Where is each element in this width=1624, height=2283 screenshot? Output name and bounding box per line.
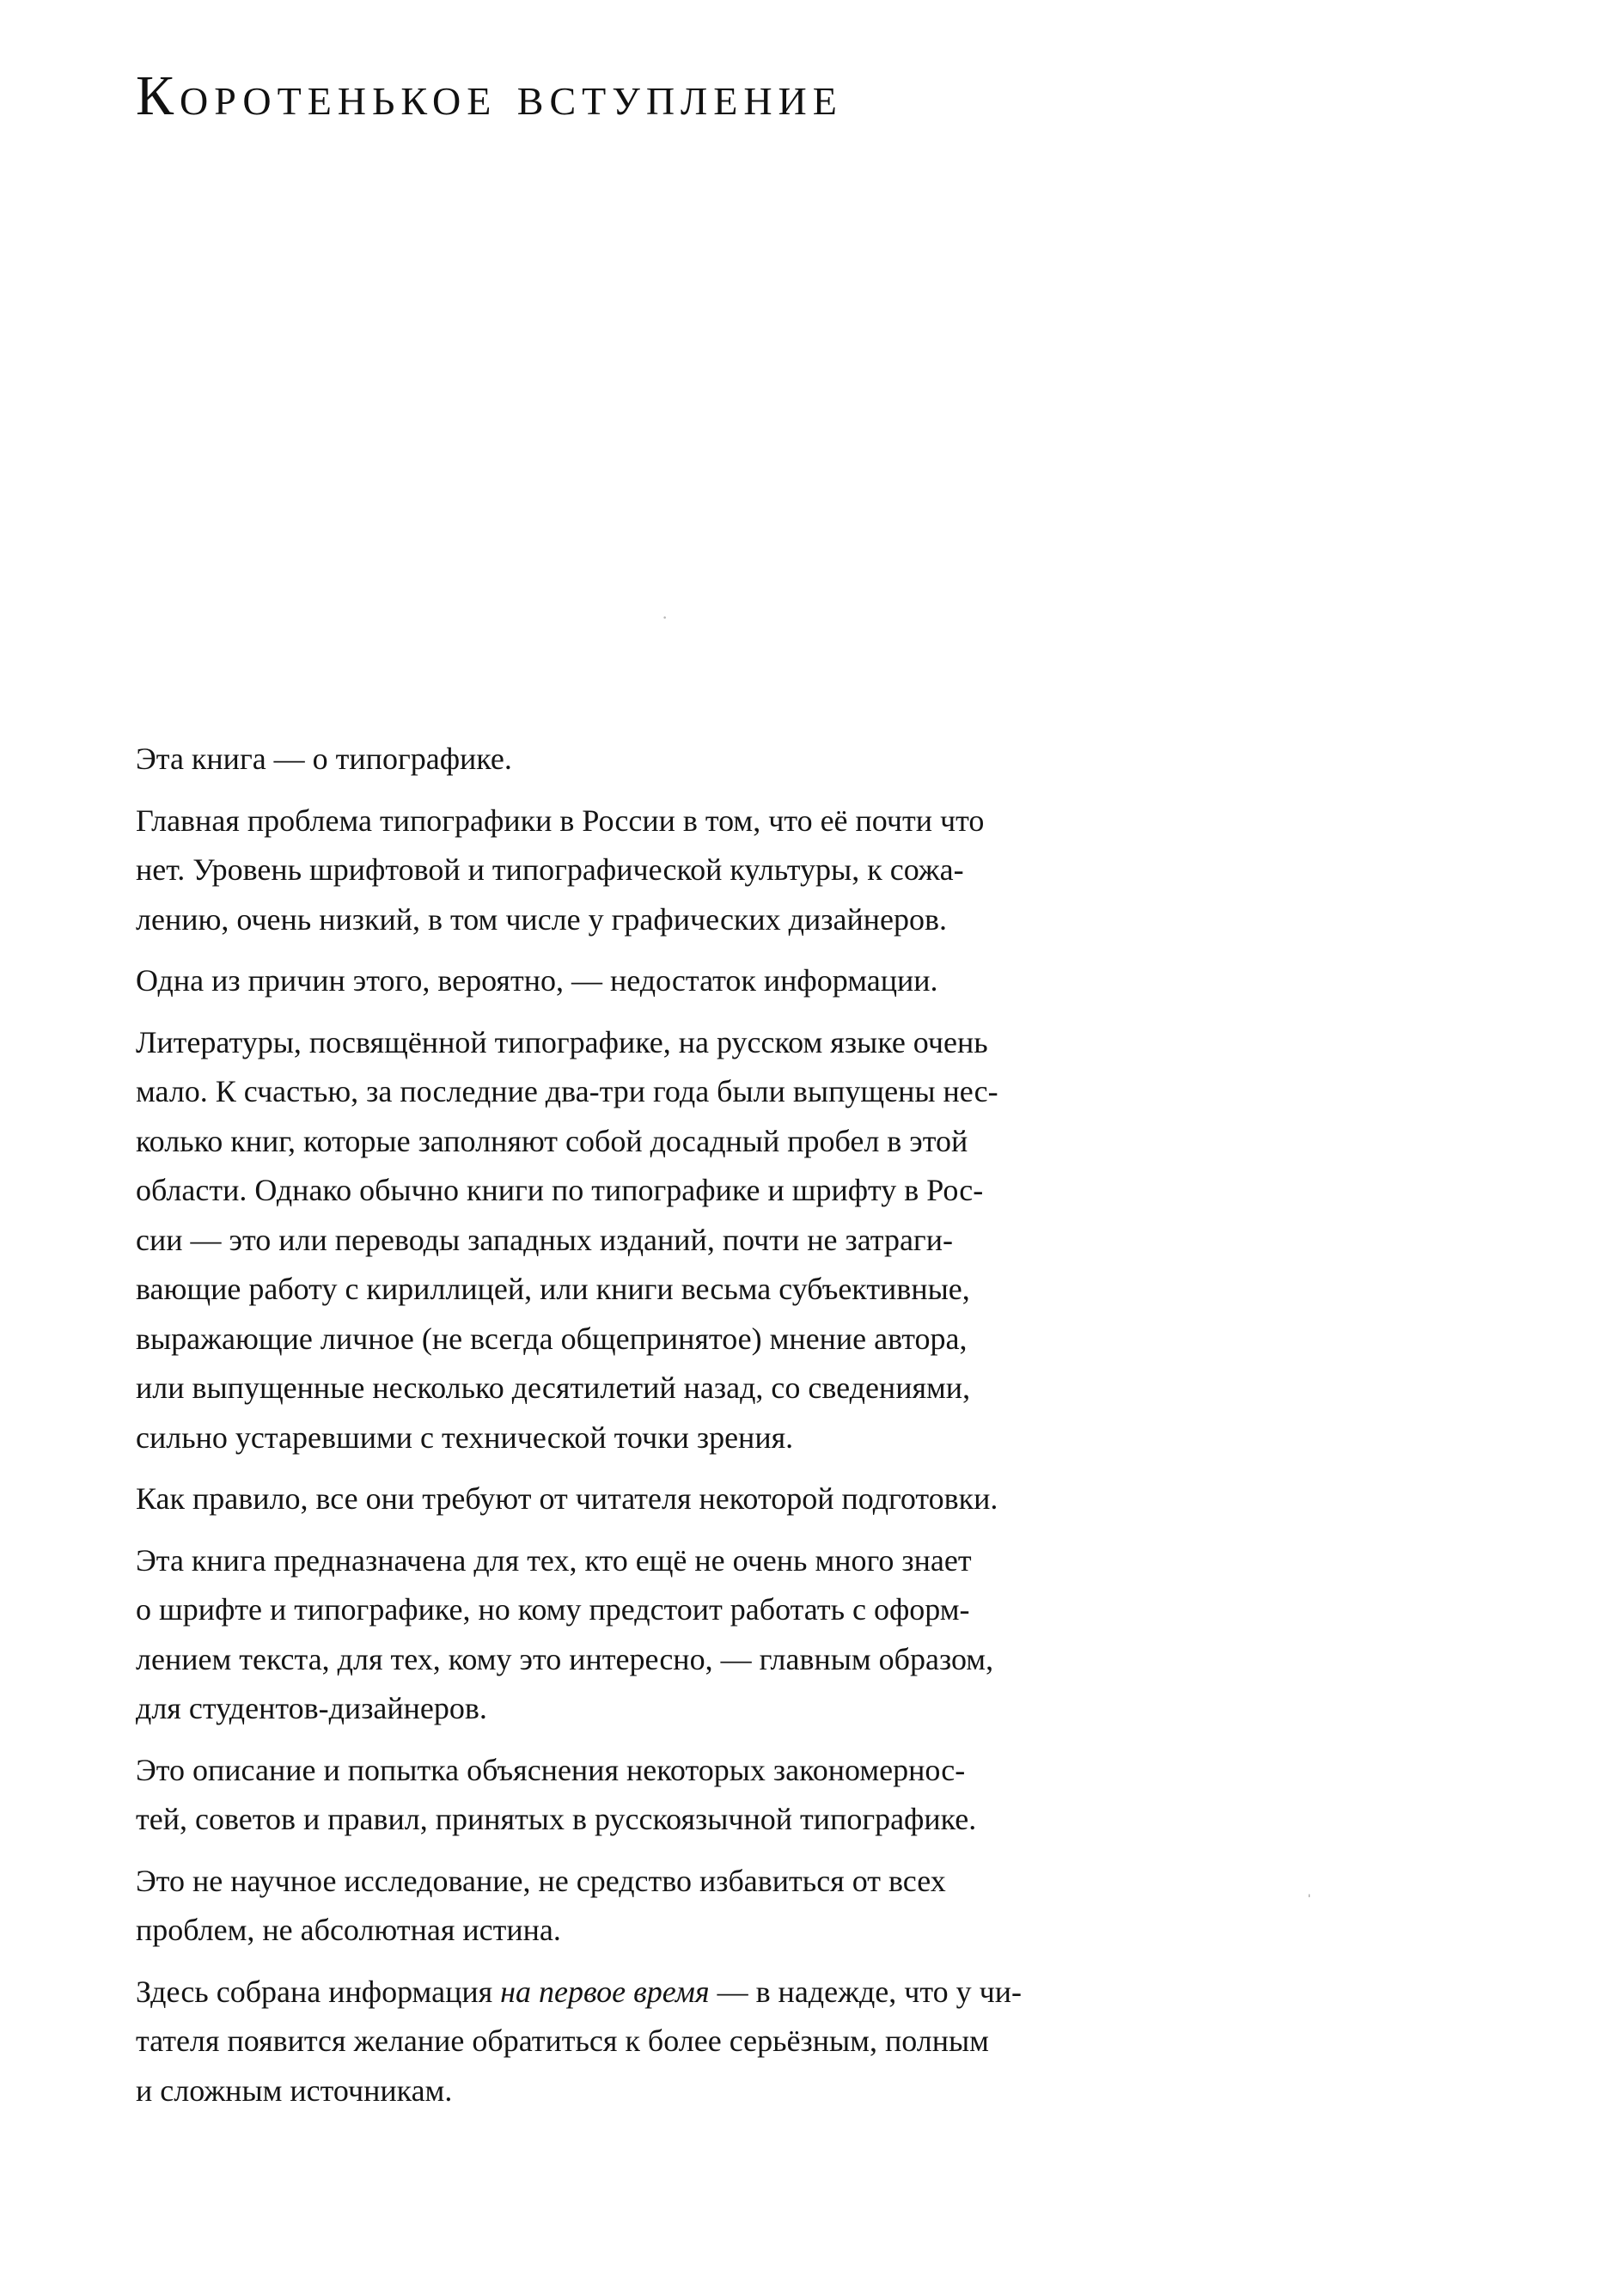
text-line: области. Однако обычно книги по типографике и шрифту в Рос- <box>136 1173 984 1207</box>
text-line: Одна из причин этого, вероятно, — недостаток информации. <box>136 963 938 998</box>
text-segment: — в надежде, что у чи- <box>709 1974 1022 2009</box>
text-line-with-emphasis <box>136 1968 1201 2017</box>
text-line: тателя появится желание обратиться к более серьёзным, полным <box>136 2024 989 2058</box>
text-line: мало. К счастью, за последние два-три года были выпущены нес- <box>136 1074 998 1108</box>
text-line: для студентов-дизайнеров. <box>136 1691 487 1725</box>
paragraph-4 <box>136 1018 1201 1463</box>
text-line: Эта книга предназначена для тех, кто ещё не очень много знает <box>136 1542 972 1578</box>
text-line: выражающие личное (не всегда общепринятое) мнение автора, <box>136 1321 968 1356</box>
text-line: или выпущенные несколько десятилетий назад, со сведениями, <box>136 1370 971 1405</box>
text-line: и сложным источникам. <box>136 2072 453 2108</box>
text-line: о шрифте и типографике, но кому предстоит работать с оформ- <box>136 1592 970 1627</box>
text-line: Как правило, все они требуют от читателя некоторой подготовки. <box>136 1481 998 1516</box>
text-line: Главная проблема типографики в России в том, что её почти что <box>136 803 985 838</box>
paragraph-6 <box>136 1536 1201 1734</box>
paragraph-1 <box>136 735 1201 784</box>
text-line: тей, советов и правил, принятых в русскоязычной типографике. <box>136 1802 977 1836</box>
text-line: сии — это или переводы западных изданий, почти не затраги- <box>136 1222 953 1257</box>
chapter-title: Коротенькое вступление <box>136 64 843 127</box>
text-line: Это не научное исследование, не средство избавиться от всех <box>136 1863 946 1898</box>
text-line: вающие работу с кириллицей, или книги весьма субъективные, <box>136 1272 970 1306</box>
text-segment: Здесь собрана информация <box>136 1974 501 2009</box>
text-line: нет. Уровень шрифтовой и типографической культуры, к сожа- <box>136 852 964 887</box>
scan-speck-mark-right: ˈ <box>1306 1890 1313 1912</box>
body-text <box>136 735 1201 2127</box>
text-line: колько книг, которые заполняют собой досадный пробел в этой <box>136 1123 968 1158</box>
paragraph-5 <box>136 1474 1201 1524</box>
text-line: лению, очень низкий, в том числе у графических дизайнеров. <box>136 901 947 937</box>
paragraph-3 <box>136 956 1201 1006</box>
paragraph-7 <box>136 1746 1201 1845</box>
paragraph-8 <box>136 1857 1201 1956</box>
text-line: проблем, не абсолютная истина. <box>136 1913 561 1947</box>
scan-speck-mark: · <box>662 607 669 628</box>
paragraph-9 <box>136 1968 1201 2116</box>
italic-emphasis: на первое время <box>500 1974 710 2009</box>
paragraph-2 <box>136 797 1201 945</box>
text-line: Эта книга — о типографике. <box>136 742 512 776</box>
text-line: лением текста, для тех, кому это интересно, — главным образом, <box>136 1641 994 1676</box>
text-line: Это описание и попытка объяснения некоторых закономернос- <box>136 1752 966 1787</box>
text-line: Литературы, посвящённой типографике, на русском языке очень <box>136 1024 988 1059</box>
text-line: сильно устаревшими с технической точки зрения. <box>136 1419 794 1455</box>
